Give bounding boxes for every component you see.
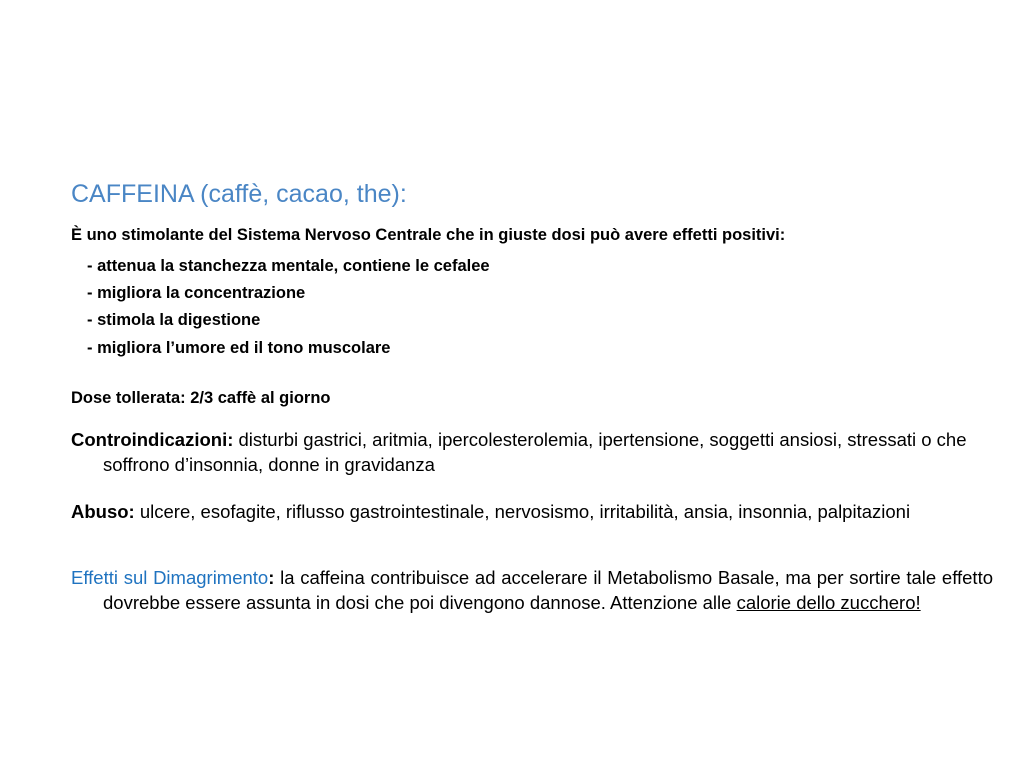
list-item: - stimola la digestione [87, 311, 261, 330]
list-item: - migliora la concentrazione [87, 284, 306, 303]
positive-effects-list [87, 253, 490, 362]
sugar-calories-link[interactable]: calorie dello zucchero! [736, 592, 921, 613]
abuse-paragraph [71, 499, 993, 524]
abuse-label: Abuso: [71, 501, 135, 522]
list-item: - attenua la stanchezza mentale, contiene le cefalee [87, 257, 490, 275]
contraindications-paragraph [71, 427, 993, 477]
contraindications-label: Controindicazioni: [71, 429, 234, 450]
tolerated-dose: Dose tollerata: 2/3 caffè al giorno [71, 389, 331, 407]
list-item: - migliora l’umore ed il tono muscolare [87, 338, 391, 357]
slimming-effects-text: la caffeina contribuisce ad accelerare il Metabolismo Basale, ma per sortire tale effetto dovrebbe essere assunta in dosi che poi divengono dannose. Attenzione alle [103, 567, 994, 613]
intro-text: È uno stimolante del Sistema Nervoso Centrale che in giuste dosi può avere effetti positivi: [71, 226, 786, 244]
contraindications-text: disturbi gastrici, aritmia, ipercolesterolemia, ipertensione, soggetti ansiosi, stressati o che soffrono d’insonnia, donne in gravidanza [103, 429, 967, 475]
slide-title: CAFFEINA (caffè, cacao, the): [71, 180, 407, 208]
abuse-text: ulcere, esofagite, riflusso gastrointestinale, nervosismo, irritabilità, ansia, insonnia, palpitazioni [134, 501, 911, 522]
slimming-effects-colon: : [268, 567, 275, 588]
slimming-effects-label: Effetti sul Dimagrimento [71, 567, 269, 588]
slimming-effects-paragraph [71, 565, 993, 615]
